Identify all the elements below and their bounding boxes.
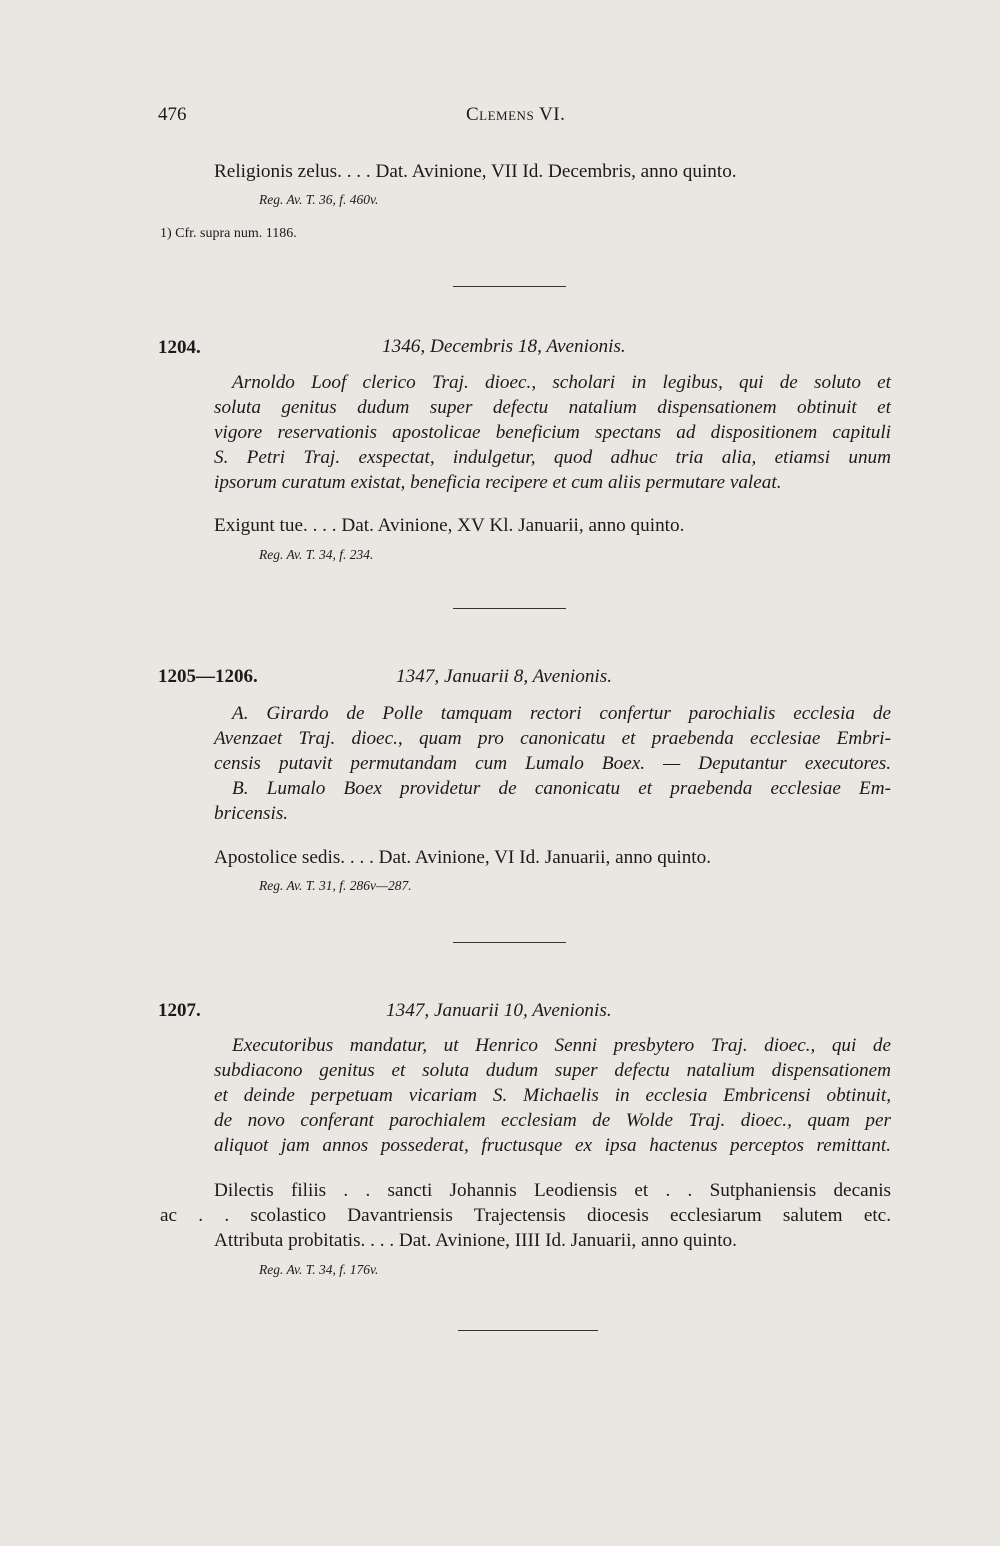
summary-line: S. Petri Traj. exspectat, indulgetur, quod adhuc tria alia, etiamsi unum [214,447,891,468]
entry-number-1204: 1204. [158,337,201,358]
register-ref: Reg. Av. T. 34, f. 176v. [259,1262,379,1277]
summary-line: bricensis. [214,803,289,824]
entry-date-1205-1206: 1347, Januarii 8, Avenionis. [396,666,613,687]
summary-line: Avenzaet Traj. dioec., quam pro canonicatu et praebenda ecclesiae Embri- [214,728,891,749]
page-number: 476 [158,104,187,125]
summary-line: B. Lumalo Boex providetur de canonicatu et praebenda ecclesiae Em- [232,778,891,799]
entry-number-1207: 1207. [158,1000,201,1021]
summary-line: vigore reservationis apostolicae beneficium spectans ad dispositionem capituli [214,422,891,443]
dat-line-top: Religionis zelus. . . . Dat. Avinione, VII Id. Decembris, anno quinto. [214,161,737,182]
summary-line: ipsorum curatum existat, beneficia recipere et cum aliis permutare valeat. [214,472,782,493]
dat-line: Attributa probitatis. . . . Dat. Avinione, IIII Id. Januarii, anno quinto. [214,1230,737,1251]
summary-line: soluta genitus dudum super defectu natalium dispensationem obtinuit et [214,397,891,418]
dat-line: Exigunt tue. . . . Dat. Avinione, XV Kl. Januarii, anno quinto. [214,515,685,536]
separator-rule [453,608,566,609]
summary-line: Arnoldo Loof clerico Traj. dioec., scholari in legibus, qui de soluto et [232,372,891,393]
running-title [466,104,565,126]
register-ref: Reg. Av. T. 31, f. 286v—287. [259,878,412,893]
register-ref: Reg. Av. T. 34, f. 234. [259,547,374,562]
body-line: Dilectis filiis . . sancti Johannis Leodiensis et . . Sutphaniensis decanis [214,1180,891,1201]
summary-line: de novo conferant parochialem ecclesiam de Wolde Traj. dioec., quam per [214,1110,891,1131]
footnote: 1) Cfr. supra num. 1186. [160,226,297,241]
body-line: ac . . scolastico Davantriensis Trajectensis diocesis ecclesiarum salutem etc. [160,1205,891,1226]
summary-line: subdiacono genitus et soluta dudum super defectu natalium dispensationem [214,1060,891,1081]
entry-number-1205-1206: 1205—1206. [158,666,258,687]
summary-line: aliquot jam annos possederat, fructusque ex ipsa hactenus perceptos remittant. [214,1135,891,1156]
summary-line: censis putavit permutandam cum Lumalo Boex. — Deputantur executores. [214,753,891,774]
register-ref-top: Reg. Av. T. 36, f. 460v. [259,192,379,207]
separator-rule [453,942,566,943]
running-title-text: Clemens VI. [466,104,566,125]
separator-rule [458,1330,598,1331]
separator-rule [453,286,566,287]
summary-line: Executoribus mandatur, ut Henrico Senni presbytero Traj. dioec., qui de [232,1035,891,1056]
entry-date-1207: 1347, Januarii 10, Avenionis. [386,1000,612,1021]
dat-line: Apostolice sedis. . . . Dat. Avinione, VI Id. Januarii, anno quinto. [214,847,712,868]
entry-date-1204: 1346, Decembris 18, Avenionis. [382,336,626,357]
summary-line: A. Girardo de Polle tamquam rectori confertur parochialis ecclesia de [232,703,891,724]
summary-line: et deinde perpetuam vicariam S. Michaelis in ecclesia Embricensi obtinuit, [214,1085,891,1106]
